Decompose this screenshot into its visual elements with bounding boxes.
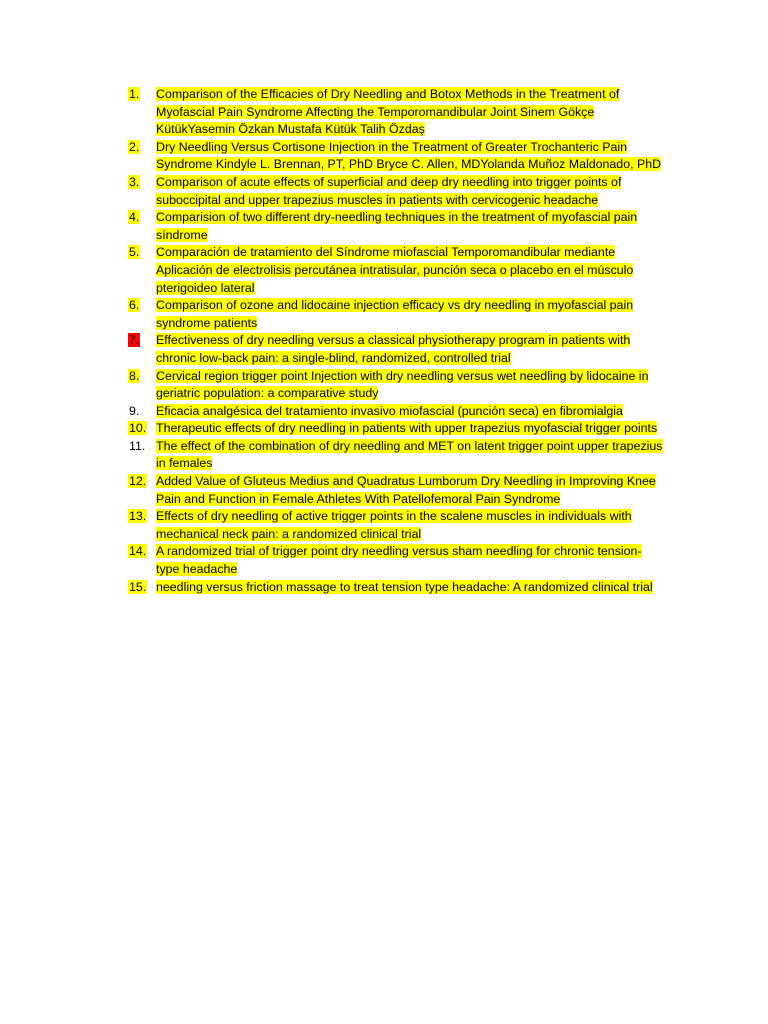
reference-number: 10. xyxy=(129,421,147,436)
reference-number-cell xyxy=(128,420,156,438)
reference-title: The effect of the combination of dry needling and MET on latent trigger point upper trapezius in females xyxy=(156,438,663,471)
reference-number: 12. xyxy=(129,474,147,489)
reference-text-cell xyxy=(156,473,664,508)
reference-item xyxy=(128,244,664,297)
reference-title: A randomized trial of trigger point dry needling versus sham needling for chronic tension-type headache xyxy=(156,544,642,577)
reference-number-cell xyxy=(128,368,156,386)
reference-number: 7. xyxy=(129,333,140,348)
reference-number: 13. xyxy=(129,509,147,524)
reference-text-cell xyxy=(156,209,664,244)
reference-item xyxy=(128,209,664,244)
reference-item xyxy=(128,420,664,438)
reference-number-cell xyxy=(128,543,156,561)
reference-text-cell xyxy=(156,420,664,438)
reference-title: Effects of dry needling of active trigger points in the scalene muscles in individuals with mechanical neck pain: a randomized clinical trial xyxy=(156,509,632,541)
reference-number: 3. xyxy=(129,174,140,189)
reference-number: 9. xyxy=(129,403,140,418)
reference-title: Therapeutic effects of dry needling in patients with upper trapezius myofascial trigger points xyxy=(156,421,658,436)
reference-item xyxy=(128,473,664,508)
reference-number-cell xyxy=(128,86,156,104)
reference-title: Eficacia analgésica del tratamiento invasivo miofascial (punción seca) en fibromialgia xyxy=(156,403,623,418)
reference-item xyxy=(128,297,664,332)
reference-text-cell xyxy=(156,543,664,578)
reference-number: 5. xyxy=(129,245,140,260)
reference-title: Cervical region trigger point Injection with dry needling versus wet needling by lidocaine in geriatric population: a comparative study xyxy=(156,368,649,401)
reference-item xyxy=(128,332,664,367)
reference-item xyxy=(128,368,664,403)
reference-text-cell xyxy=(156,438,664,473)
reference-number-cell xyxy=(128,244,156,262)
reference-title: Comparison of the Efficacies of Dry Needling and Botox Methods in the Treatment of Myofascial Pain Syndrome Affecting the Temporomandibular Joint Sinem Gökçe KütükYasemin Özkan Mustafa Kütük Talih Özdaş xyxy=(156,87,620,137)
reference-number: 8. xyxy=(129,368,140,383)
reference-title: needling versus friction massage to treat tension type headache: A randomized clinical trial xyxy=(156,579,653,594)
reference-number-cell xyxy=(128,209,156,227)
reference-item xyxy=(128,543,664,578)
reference-title: Comparación de tratamiento del Síndrome miofascial Temporomandibular mediante Aplicación de electrolisis percutánea intratisular, punción seca o placebo en el músculo pterigoideo lateral xyxy=(156,245,634,295)
reference-title: Comparison of acute effects of superficial and deep dry needling into trigger points of suboccipital and upper trapezius muscles in patients with cervicogenic headache xyxy=(156,174,622,207)
reference-title: Comparision of two different dry-needling techniques in the treatment of myofascial pain síndrome xyxy=(156,210,638,242)
reference-text-cell xyxy=(156,368,664,403)
reference-text-cell xyxy=(156,86,664,139)
reference-item xyxy=(128,174,664,209)
reference-number: 15. xyxy=(129,579,147,594)
reference-number: 6. xyxy=(129,298,140,313)
reference-item xyxy=(128,403,664,421)
reference-number-cell xyxy=(128,403,156,421)
reference-number-cell xyxy=(128,297,156,315)
reference-text-cell xyxy=(156,297,664,332)
reference-item xyxy=(128,508,664,543)
reference-item xyxy=(128,86,664,139)
reference-number: 4. xyxy=(129,210,140,225)
reference-number-cell xyxy=(128,139,156,157)
reference-number-cell xyxy=(128,438,156,456)
reference-text-cell xyxy=(156,579,664,597)
reference-text-cell xyxy=(156,139,664,174)
reference-number-cell xyxy=(128,174,156,192)
reference-item xyxy=(128,438,664,473)
reference-number: 14. xyxy=(129,544,147,559)
reference-number: 2. xyxy=(129,139,140,154)
reference-number-cell xyxy=(128,473,156,491)
reference-number-cell xyxy=(128,508,156,526)
reference-title: Comparison of ozone and lidocaine injection efficacy vs dry needling in myofascial pain syndrome patients xyxy=(156,298,634,330)
reference-item xyxy=(128,139,664,174)
reference-list xyxy=(128,86,664,596)
reference-number-cell xyxy=(128,332,156,350)
reference-title: Added Value of Gluteus Medius and Quadratus Lumborum Dry Needling in Improving Knee Pain and Function in Female Athletes With Patellofemoral Pain Syndrome xyxy=(156,474,656,506)
reference-text-cell xyxy=(156,244,664,297)
reference-text-cell xyxy=(156,403,664,421)
reference-number-cell xyxy=(128,579,156,597)
reference-item xyxy=(128,579,664,597)
reference-number: 11. xyxy=(129,438,146,453)
reference-text-cell xyxy=(156,174,664,209)
reference-number: 1. xyxy=(129,87,140,101)
reference-text-cell xyxy=(156,332,664,367)
reference-title: Dry Needling Versus Cortisone Injection in the Treatment of Greater Trochanteric Pain Syndrome Kindyle L. Brennan, PT, PhD Bryce C. Allen, MDYolanda Muñoz Maldonado, PhD xyxy=(156,139,662,172)
reference-text-cell xyxy=(156,508,664,543)
reference-title: Effectiveness of dry needling versus a classical physiotherapy program in patients with chronic low-back pain: a single-blind, randomized, controlled trial xyxy=(156,333,631,365)
